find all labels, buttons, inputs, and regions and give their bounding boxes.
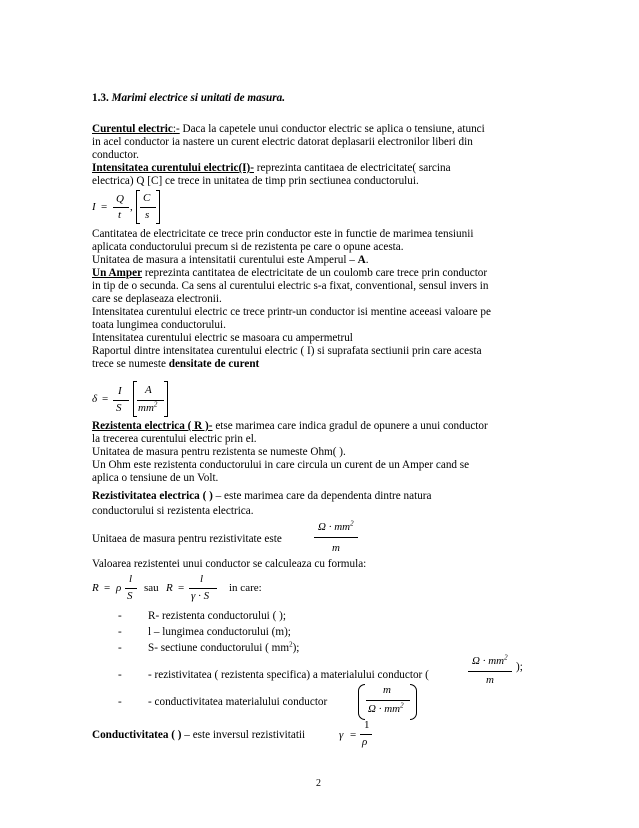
term-curentul-electric: Curentul electric [92, 123, 173, 135]
list-item: - [118, 610, 122, 622]
list-item: - [118, 642, 122, 654]
paragraph-amper-line5: toata lungimea conductorului. [92, 319, 226, 331]
list-item: - [118, 696, 122, 708]
paragraph-amper-line3: care se deplaseaza electronii. [92, 293, 222, 305]
list-item: - [118, 669, 122, 681]
list-item: - [118, 626, 122, 638]
paragraph-current-line1: Curentul electric:- Daca la capetele unui conductor electric se aplica o tensiune, atunci [92, 123, 485, 135]
paragraph-resistivity-line1: Rezistivitatea electrica ( ) – este marimea care da dependenta dintre natura [92, 490, 432, 502]
list-fraction-num: m [383, 684, 391, 696]
paragraph-amper-line1: Un Amper reprezinta cantitatea de electricitate de un coulomb care trece prin conductor [92, 267, 488, 279]
paragraph-resistance-line2: la trecerea curentului electric prin el. [92, 433, 257, 445]
list-fraction-den: m [486, 674, 494, 686]
paragraph-resistivity-line4: Valoarea rezistentei unui conductor se calculeaza cu formula: [92, 558, 367, 570]
paragraph-amper-line6: Intensitatea curentului electric se masoara cu ampermetrul [92, 332, 353, 344]
paragraph-current-line3: conductor. [92, 149, 139, 161]
paragraph-amper-line8: trece se numeste densitate de curent [92, 358, 260, 370]
paragraph-quantity-line2: aplicata conductorului precum si de rezistenta pe care o opune acesta. [92, 241, 404, 253]
term-conductivitatea: Conductivitatea ( ) [92, 729, 182, 741]
paragraph-quantity-line3: Unitatea de masura a intensitatii curentului este Amperul – A. [92, 254, 369, 266]
paragraph-amper-line2: in tip de o secunda. Ca sens al curentului electric s-a fixat, conventional, sensul invers in [92, 280, 489, 292]
paragraph-current-line2: in acel conductor ia nastere un curent electric datorat deplasarii electronilor liberi din [92, 136, 473, 148]
list-item-text: l – lungimea conductorului (m); [148, 626, 291, 638]
term-rezistivitatea: Rezistivitatea electrica ( ) [92, 490, 213, 502]
list-item-end: ); [516, 661, 523, 673]
paragraph-intensity-line2: electrica) Q [C] ce trece in unitatea de timp prin sectiunea conductorului. [92, 175, 419, 187]
paragraph-resistance-line1: Rezistenta electrica ( R )- etse marimea care indica gradul de opunere a unui conductor [92, 420, 488, 432]
document-page: 1.3. Marimi electrice si unitati de masura. Curentul electric:- Daca la capetele unui conductor electric se aplica o tensiune, atunci in acel conductor ia nastere un curent electric datorat deplasarii electronilor liberi din conductor. Intensitatea curentului electric(I)- reprezinta cantitaea de electricitate( sarcina electrica) Q [C] ce trece in unitatea de timp prin sectiunea conductorului. I = Q t , C s Cantitatea de electricitate ce trece prin conductor este in functie de marimea tensiunii aplicata conductorului precum si de rezistenta pe care o opune acesta. Unitatea de masura a intensitatii curentului este Amperul – A. Un Amper reprezinta cantitatea de electricitate de un coulomb care trece prin conductor in tip de o secunda. Ca sens al curentului electric s-a fixat, conventional, sensul invers in care se deplaseaza electronii. Intensitatea curentului electric ce trece printr-un conductor isi mentine aceeasi valoare pe toata lungimea conductorului. Intensitatea curentului electric se masoara cu ampermetrul Raportul dintre intensitatea curentului electric ( I) si suprafata sectiunii prin care acesta trece se numeste densitate de curent δ = I S A $mm^2$ Rezistenta electrica ( R )- etse marimea care indica gradul de opunere a unui conductor la trecerea curentului electric prin el. Unitatea de masura pentru rezistenta se numeste Ohm( ). Un Ohm este rezistenta conductorului in care circula un curent de un Amper cand se aplica o tensiune de un Volt. Rezistivitatea electrica ( ) – este marimea care da dependenta dintre natura conductorului si rezistenta electrica. Unitaea de masura pentru rezistivitate este $\Omega \cdot mm^2$ m Valoarea rezistentei unui conductor se calculeaza cu formula: R = ρ l S sau R = l γ · S in care: - R- rezistenta conductorului ( ); - l – lungimea conductorului (m); - S- sectiune conductorului ( $mm^2$); - - rezistivitatea ( rezistenta specifica) a materialului conductor ( $\Omega \cdot mm^2$ m ); - - conductivitatea materialului conductor m $\Omega \cdot mm^2$ Conductivitatea ( ) – este inversul rezistivitatii γ = 1 ρ 2 [92, 92, 523, 789]
paragraph-resistance-line4: Un Ohm este rezistenta conductorului in care circula un curent de un Amper cand se [92, 459, 470, 471]
term-intensitatea: Intensitatea curentului electric(I)- [92, 162, 254, 174]
paragraph-resistivity-line2: conductorului si rezistenta electrica. [92, 505, 254, 517]
paragraph-amper-line4: Intensitatea curentului electric ce trece printr-un conductor isi mentine aceeasi valoare pe [92, 306, 491, 318]
paragraph-resistance-line3: Unitatea de masura pentru rezistenta se numeste Ohm( ). [92, 446, 346, 458]
list-item-text: R- rezistenta conductorului ( ); [148, 610, 286, 622]
section-title: 1.3. Marimi electrice si unitati de masura. [92, 92, 285, 104]
term-un-amper: Un Amper [92, 267, 143, 279]
paragraph-amper-line7: Raportul dintre intensitatea curentului electric ( I) si suprafata sectiunii prin care acesta [92, 345, 482, 357]
paragraph-quantity-line1: Cantitatea de electricitate ce trece prin conductor este in functie de marimea tensiunii [92, 228, 474, 240]
list-fraction-den: $\Omega \cdot mm^2$ [368, 701, 404, 715]
paragraph-resistance-line5: aplica o tensiune de un Volt. [92, 472, 219, 484]
list-fraction-num: $\Omega \cdot mm^2$ [472, 653, 508, 667]
term-rezistenta: Rezistenta electrica ( R )- [92, 420, 213, 432]
list-item-text: - rezistivitatea ( rezistenta specifica) a materialului conductor ( [148, 669, 429, 681]
paragraph-intensity-line1: Intensitatea curentului electric(I)- reprezinta cantitaea de electricitate( sarcina [92, 162, 451, 174]
paragraph-conductivity: Conductivitatea ( ) – este inversul rezistivitatii [92, 729, 306, 741]
paragraph-resistivity-line3: Unitaea de masura pentru rezistivitate este [92, 533, 282, 545]
list-item-text: S- sectiune conductorului ( $mm^2$); [148, 640, 300, 654]
page-number: 2 [316, 778, 321, 789]
list-item-text: - conductivitatea materialului conductor [148, 696, 328, 708]
